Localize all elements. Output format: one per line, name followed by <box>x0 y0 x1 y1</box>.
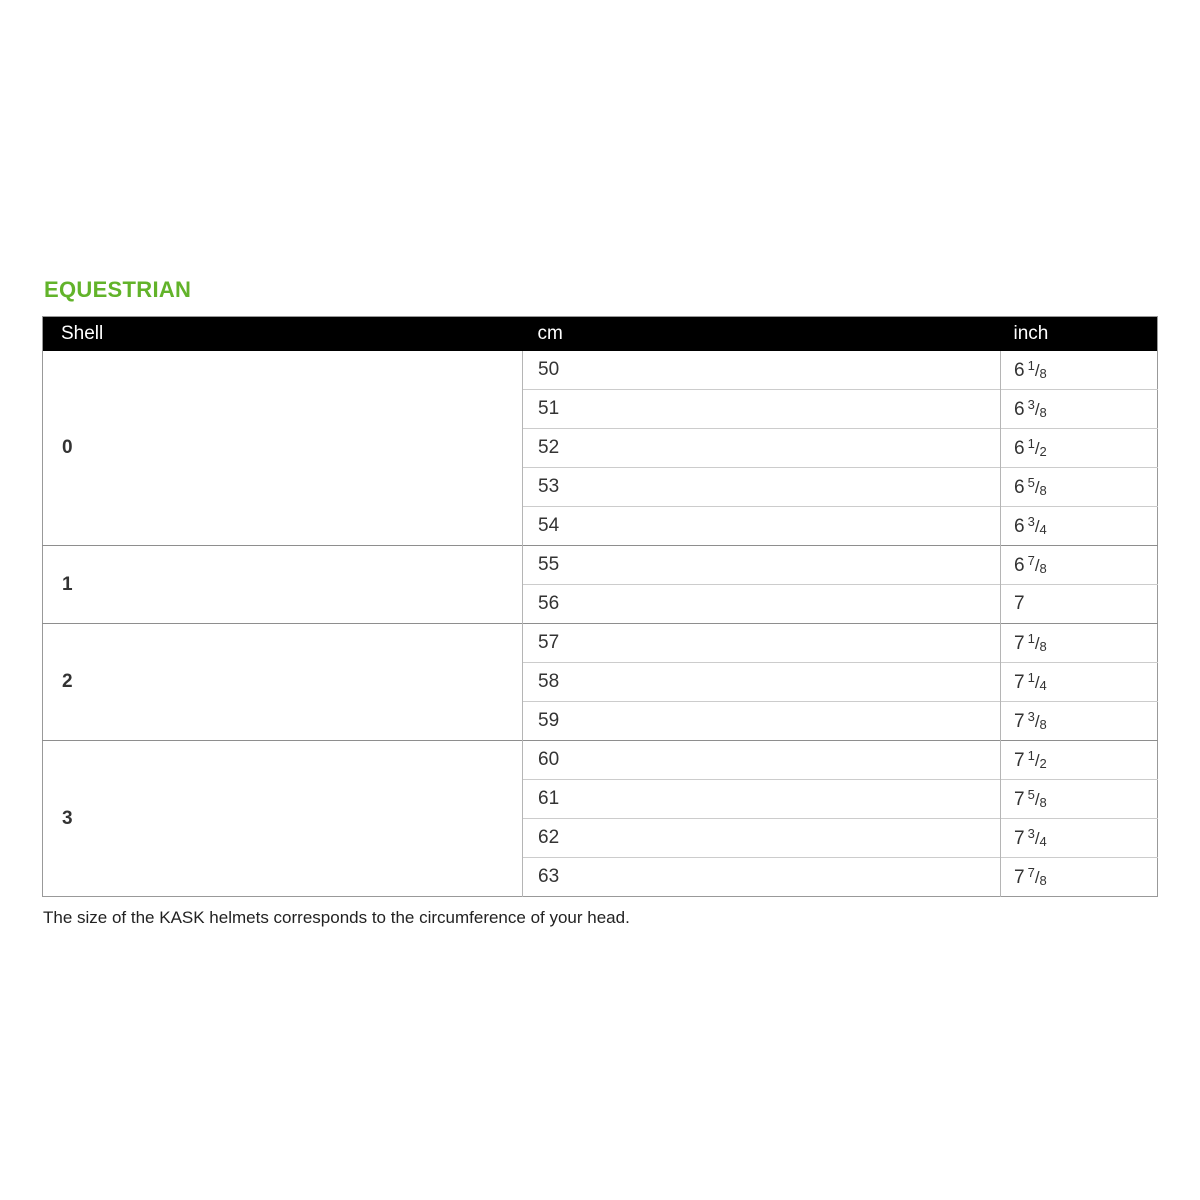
inch-fraction-slash: / <box>1034 400 1040 419</box>
inch-whole-number: 6 <box>1014 360 1025 381</box>
inch-fraction-numerator: 5 <box>1027 475 1035 490</box>
table-body <box>43 351 1158 897</box>
inch-value <box>1001 780 1158 819</box>
inch-fraction-denominator: 8 <box>1039 483 1047 498</box>
inch-whole-number: 7 <box>1014 593 1025 614</box>
inch-fraction-numerator: 1 <box>1027 436 1035 451</box>
cm-value: 53 <box>523 468 1001 507</box>
page-title: EQUESTRIAN <box>44 277 192 302</box>
shell-group-label: 1 <box>43 546 523 624</box>
cm-value: 55 <box>523 546 1001 585</box>
cm-value: 56 <box>523 585 1001 624</box>
inch-fraction-denominator: 8 <box>1039 873 1047 888</box>
inch-fraction-denominator: 8 <box>1039 717 1047 732</box>
inch-fraction-numerator: 7 <box>1027 553 1035 568</box>
table-row <box>43 351 1158 390</box>
inch-fraction-denominator: 8 <box>1039 405 1047 420</box>
cm-value: 62 <box>523 819 1001 858</box>
table-row <box>43 546 1158 585</box>
inch-fraction-denominator: 8 <box>1039 795 1047 810</box>
inch-whole-number: 7 <box>1014 867 1025 888</box>
table-header-row <box>43 317 1158 352</box>
inch-fraction-numerator: 1 <box>1027 358 1035 373</box>
inch-fraction-slash: / <box>1034 517 1040 536</box>
inch-value <box>1001 351 1158 390</box>
inch-fraction-denominator: 4 <box>1039 522 1047 537</box>
inch-fraction-slash: / <box>1034 829 1040 848</box>
inch-fraction-numerator: 3 <box>1027 709 1035 724</box>
inch-fraction-denominator: 2 <box>1039 756 1047 771</box>
inch-whole-number: 7 <box>1014 711 1025 732</box>
inch-fraction-numerator: 5 <box>1027 787 1035 802</box>
column-header-shell: Shell <box>43 317 523 352</box>
inch-whole-number: 7 <box>1014 789 1025 810</box>
inch-value <box>1001 819 1158 858</box>
inch-value <box>1001 429 1158 468</box>
table-row <box>43 741 1158 780</box>
inch-value <box>1001 546 1158 585</box>
inch-whole-number: 6 <box>1014 477 1025 498</box>
shell-group-label: 3 <box>43 741 523 897</box>
cm-value: 50 <box>523 351 1001 390</box>
inch-fraction-slash: / <box>1034 439 1040 458</box>
inch-fraction-denominator: 2 <box>1039 444 1047 459</box>
shell-group-label: 0 <box>43 351 523 546</box>
cm-value: 58 <box>523 663 1001 702</box>
inch-value <box>1001 741 1158 780</box>
cm-value: 51 <box>523 390 1001 429</box>
inch-whole-number: 7 <box>1014 750 1025 771</box>
cm-value: 54 <box>523 507 1001 546</box>
inch-fraction-numerator: 3 <box>1027 514 1035 529</box>
inch-whole-number: 6 <box>1014 555 1025 576</box>
inch-whole-number: 6 <box>1014 516 1025 537</box>
inch-fraction-slash: / <box>1034 673 1040 692</box>
inch-fraction-numerator: 1 <box>1027 670 1035 685</box>
inch-whole-number: 6 <box>1014 438 1025 459</box>
cm-value: 52 <box>523 429 1001 468</box>
inch-value <box>1001 390 1158 429</box>
cm-value: 61 <box>523 780 1001 819</box>
inch-fraction-numerator: 3 <box>1027 826 1035 841</box>
inch-value <box>1001 858 1158 897</box>
shell-group-label: 2 <box>43 624 523 741</box>
cm-value: 59 <box>523 702 1001 741</box>
inch-whole-number: 7 <box>1014 828 1025 849</box>
inch-fraction-slash: / <box>1034 790 1040 809</box>
column-header-cm: cm <box>523 317 1001 352</box>
inch-fraction-slash: / <box>1034 556 1040 575</box>
inch-fraction-denominator: 4 <box>1039 678 1047 693</box>
size-chart-section <box>42 278 1157 928</box>
inch-value <box>1001 468 1158 507</box>
cm-value: 57 <box>523 624 1001 663</box>
inch-fraction-slash: / <box>1034 361 1040 380</box>
inch-fraction-denominator: 4 <box>1039 834 1047 849</box>
inch-value <box>1001 624 1158 663</box>
inch-value <box>1001 702 1158 741</box>
cm-value: 60 <box>523 741 1001 780</box>
inch-fraction-denominator: 8 <box>1039 639 1047 654</box>
inch-fraction-slash: / <box>1034 712 1040 731</box>
inch-fraction-slash: / <box>1034 478 1040 497</box>
table-row <box>43 624 1158 663</box>
inch-value <box>1001 507 1158 546</box>
inch-fraction-numerator: 7 <box>1027 865 1035 880</box>
inch-value <box>1001 663 1158 702</box>
footer-note: The size of the KASK helmets corresponds to the circumference of your head. <box>43 908 630 927</box>
size-table <box>42 316 1158 897</box>
inch-whole-number: 7 <box>1014 633 1025 654</box>
inch-fraction-slash: / <box>1034 751 1040 770</box>
inch-whole-number: 6 <box>1014 399 1025 420</box>
inch-fraction-denominator: 8 <box>1039 366 1047 381</box>
column-header-inch: inch <box>1001 317 1158 352</box>
inch-fraction-numerator: 3 <box>1027 397 1035 412</box>
inch-whole-number: 7 <box>1014 672 1025 693</box>
inch-fraction-denominator: 8 <box>1039 561 1047 576</box>
inch-fraction-numerator: 1 <box>1027 748 1035 763</box>
inch-fraction-numerator: 1 <box>1027 631 1035 646</box>
inch-value <box>1001 585 1158 624</box>
inch-fraction-slash: / <box>1034 634 1040 653</box>
inch-fraction-slash: / <box>1034 868 1040 887</box>
cm-value: 63 <box>523 858 1001 897</box>
